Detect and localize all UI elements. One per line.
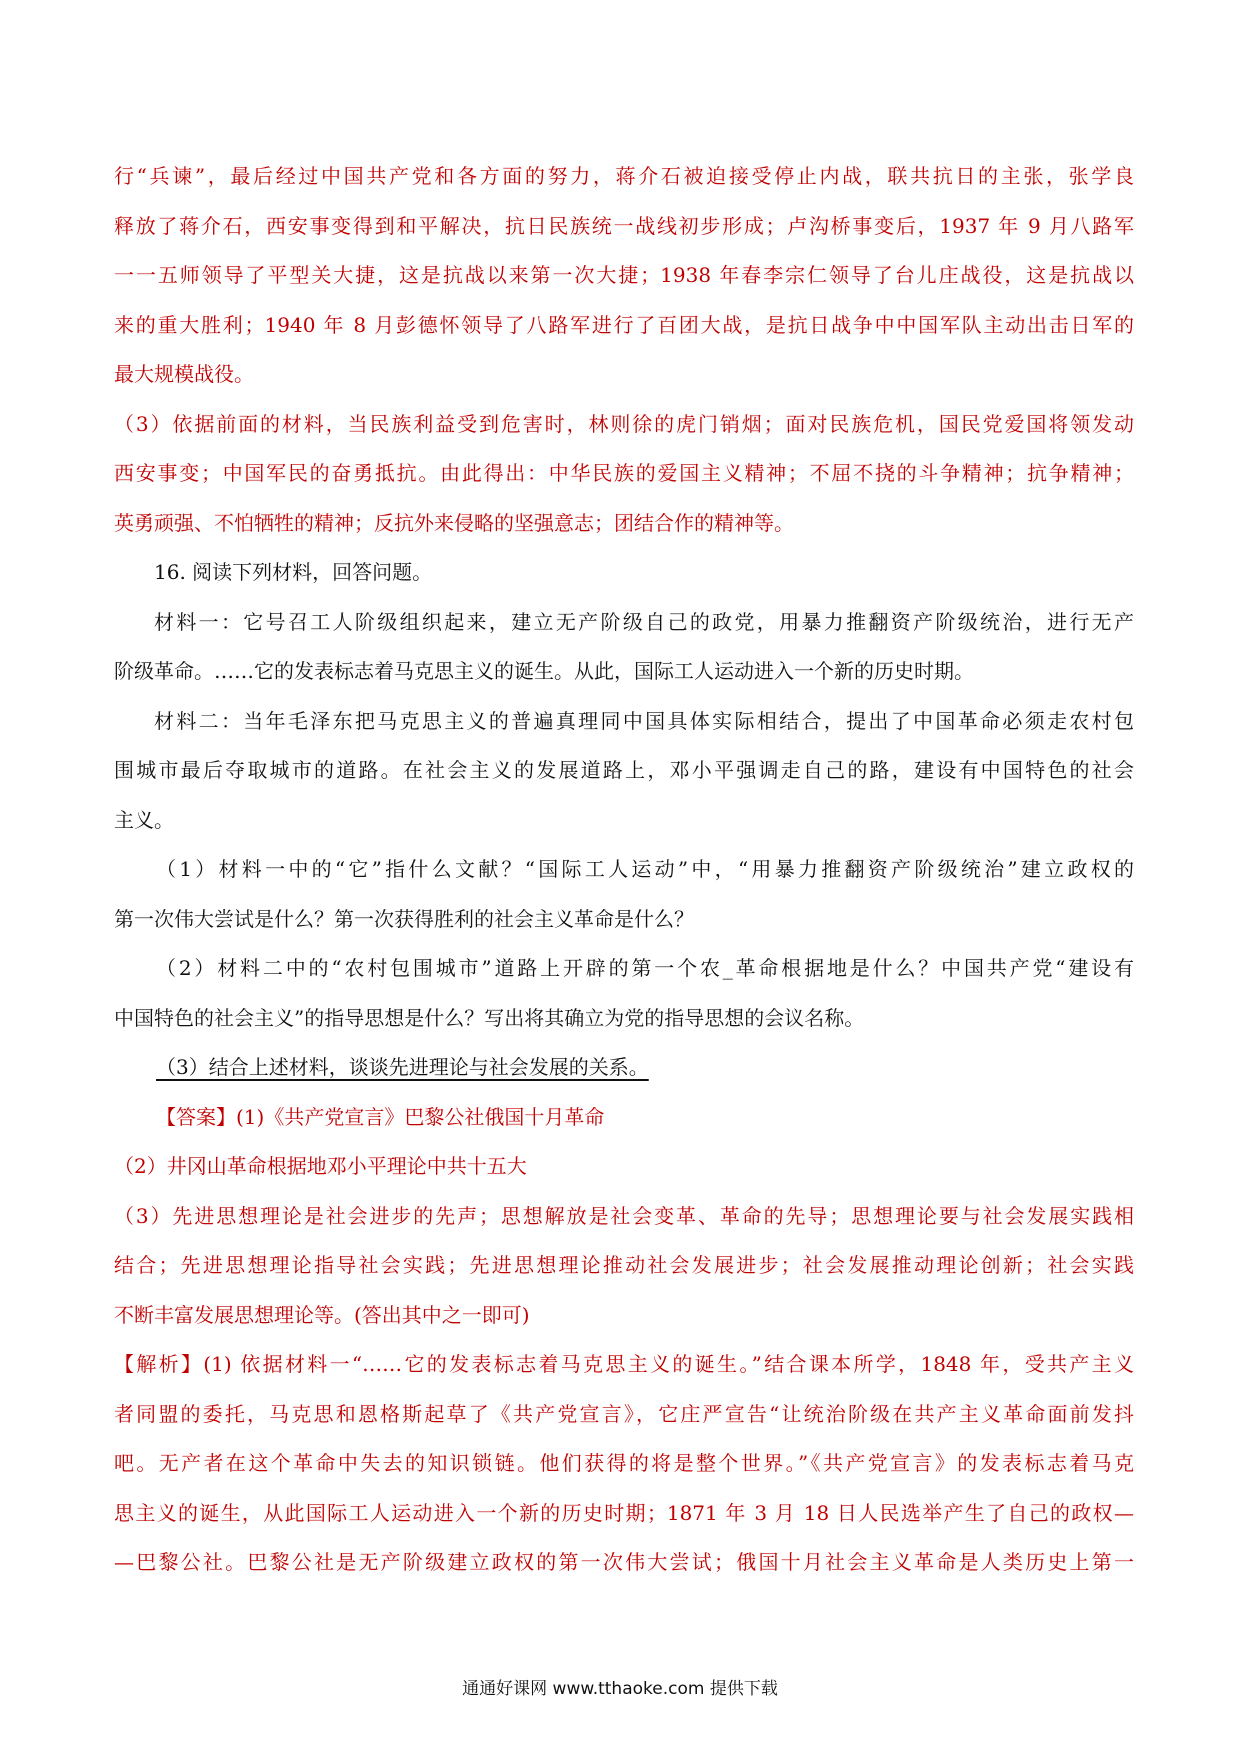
question-line: 第一次伟大尝试是什么？第一次获得胜利的社会主义革命是什么？ bbox=[114, 906, 694, 931]
analysis-line: 最大规模战役。 bbox=[114, 362, 254, 386]
material-two bbox=[114, 697, 1134, 846]
sub-question-3 bbox=[114, 1043, 1134, 1093]
analysis-line: —巴黎公社。巴黎公社是无产阶级建立政权的第一次伟大尝试；俄国十月社会主义革命是人类历史上第一 bbox=[114, 1550, 1134, 1574]
analysis-continued bbox=[114, 152, 1134, 400]
analysis-block bbox=[114, 1340, 1134, 1588]
analysis-line: 来的重大胜利；1940 年 8 月彭德怀领导了八路军进行了百团大战，是抗日战争中中国军队主动出击日军的 bbox=[114, 312, 1134, 337]
analysis-line: 释放了蒋介石，西安事变得到和平解决，抗日民族统一战线初步形成；卢沟桥事变后，1937 年 9 月八路军 bbox=[114, 213, 1134, 238]
analysis-line: 【解析】(1) 依据材料一“……它的发表标志着马克思主义的诞生。”结合课本所学，1848 年，受共产主义 bbox=[114, 1352, 1134, 1376]
question-line: （1）材料一中的“它”指什么文献？“国际工人运动”中，“用暴力推翻资产阶级统治”建立政权的 bbox=[156, 857, 1134, 881]
answer-line: 【答案】(1)《共产党宣言》巴黎公社俄国十月革命 bbox=[156, 1104, 605, 1129]
material-one bbox=[114, 598, 1134, 697]
answer-line: 结合；先进思想理论指导社会实践；先进思想理论推动社会发展进步；社会发展推动理论创新；社会实践 bbox=[114, 1253, 1134, 1277]
question-line: （3）结合上述材料，谈谈先进理论与社会发展的关系。 bbox=[156, 1055, 649, 1079]
question-16 bbox=[114, 548, 1134, 1093]
analysis-line: 思主义的诞生，从此国际工人运动进入一个新的历史时期；1871 年 3 月 18 日人民选举产生了自己的政权— bbox=[114, 1500, 1134, 1525]
answer-line: （2）井冈山革命根据地邓小平理论中共十五大 bbox=[114, 1154, 527, 1178]
question-line: 中国特色的社会主义”的指导思想是什么？写出将其确立为党的指导思想的会议名称。 bbox=[114, 1005, 865, 1030]
analysis-line: 吧。无产者在这个革命中失去的知识锁链。他们获得的将是整个世界。”《共产党宣言》的发表标志着马克 bbox=[114, 1451, 1134, 1475]
material-line: 材料二：当年毛泽东把马克思主义的普遍真理同中国具体实际相结合，提出了中国革命必须走农村包 bbox=[154, 708, 1134, 733]
material-line: 围城市最后夺取城市的道路。在社会主义的发展道路上，邓小平强调走自己的路，建设有中国特色的社会 bbox=[114, 758, 1134, 782]
answer-line: 不断丰富发展思想理论等。(答出其中之一即可) bbox=[114, 1302, 530, 1327]
analysis-line: （3）依据前面的材料，当民族利益受到危害时，林则徐的虎门销烟；面对民族危机，国民党爱国将领发动 bbox=[114, 411, 1134, 436]
answer-line: （3）先进思想理论是社会进步的先声；思想解放是社会变革、革命的先导；思想理论要与社会发展实践相 bbox=[114, 1203, 1134, 1228]
material-line: 材料一：它号召工人阶级组织起来，建立无产阶级自己的政党，用暴力推翻资产阶级统治，进行无产 bbox=[154, 609, 1134, 634]
sub-question-1 bbox=[114, 845, 1134, 944]
sub-question-2 bbox=[114, 944, 1134, 1043]
analysis-part-3 bbox=[114, 400, 1134, 549]
material-line: 主义。 bbox=[114, 807, 174, 832]
analysis-line: 者同盟的委托，马克思和恩格斯起草了《共产党宣言》，它庄严宣告“让统治阶级在共产主义革命面前发抖 bbox=[114, 1401, 1134, 1426]
document-body bbox=[114, 152, 1134, 1588]
question-line: （2）材料二中的“农村包围城市”道路上开辟的第一个农_革命根据地是什么？中国共产党“建设有 bbox=[156, 956, 1134, 980]
analysis-line: 西安事变；中国军民的奋勇抵抗。由此得出：中华民族的爱国主义精神；不屈不挠的斗争精神；抗争精神； bbox=[114, 461, 1134, 485]
analysis-line: 行“兵谏”，最后经过中国共产党和各方面的努力，蒋介石被迫接受停止内战，联共抗日的主张，张学良 bbox=[114, 164, 1134, 188]
answer-block bbox=[114, 1093, 1134, 1341]
analysis-line: 一一五师领导了平型关大捷，这是抗战以来第一次大捷；1938 年春李宗仁领导了台儿庄战役，这是抗战以 bbox=[114, 263, 1134, 287]
analysis-line: 英勇顽强、不怕牺牲的精神；反抗外来侵略的坚强意志；团结合作的精神等。 bbox=[114, 510, 794, 535]
page-footer: 通通好课网 www.tthaoke.com 提供下载 bbox=[462, 1679, 778, 1699]
material-line: 阶级革命。……它的发表标志着马克思主义的诞生。从此，国际工人运动进入一个新的历史时期。 bbox=[114, 659, 974, 683]
question-header: 16. 阅读下列材料，回答问题。 bbox=[154, 560, 433, 584]
